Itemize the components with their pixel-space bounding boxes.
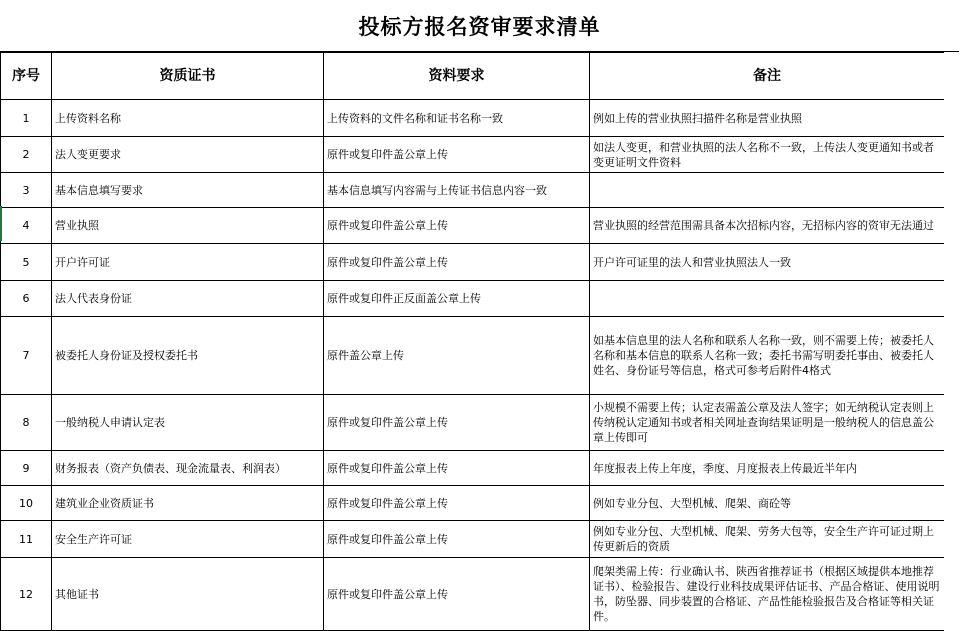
- cell-req[interactable]: 原件盖公章上传: [324, 317, 590, 395]
- cell-seq[interactable]: 1: [1, 100, 52, 137]
- cell-note[interactable]: 例如上传的营业执照扫描件名称是营业执照: [590, 100, 945, 137]
- cell-seq[interactable]: 3: [1, 173, 52, 208]
- table-row: [1, 137, 945, 173]
- cell-note[interactable]: [590, 173, 945, 208]
- cell-cert[interactable]: 一般纳税人申请认定表: [52, 395, 324, 451]
- cell-req[interactable]: 原件或复印件盖公章上传: [324, 451, 590, 486]
- table-row: [1, 173, 945, 208]
- cell-seq[interactable]: 11: [1, 521, 52, 558]
- row-selection-marker: [0, 206, 2, 241]
- cell-seq[interactable]: 4: [1, 208, 52, 244]
- header-cert[interactable]: 资质证书: [52, 53, 324, 100]
- cell-note[interactable]: 小规模不需要上传；认定表需盖公章及法人签字；如无纳税认定表则上传纳税认定通知书或者相关网址查询结果证明是一般纳税人的信息盖公章上传即可: [590, 395, 945, 451]
- cell-req[interactable]: 基本信息填写内容需与上传证书信息内容一致: [324, 173, 590, 208]
- cell-note[interactable]: 如基本信息里的法人名称和联系人名称一致，则不需要上传；被委托人名称和基本信息的联系人名称一致；委托书需写明委托事由、被委托人姓名、身份证号等信息，格式可参考后附件4格式: [590, 317, 945, 395]
- cell-req[interactable]: 原件或复印件盖公章上传: [324, 395, 590, 451]
- cell-cert[interactable]: 建筑业企业资质证书: [52, 486, 324, 521]
- cell-req[interactable]: 上传资料的文件名称和证书名称一致: [324, 100, 590, 137]
- cell-note[interactable]: [590, 281, 945, 317]
- header-note[interactable]: 备注: [590, 53, 945, 100]
- cell-req[interactable]: 原件或复印件盖公章上传: [324, 208, 590, 244]
- cell-req[interactable]: 原件或复印件盖公章上传: [324, 244, 590, 281]
- table-row: [1, 100, 945, 137]
- sheet-right-margin: [944, 52, 960, 631]
- cell-cert[interactable]: 财务报表（资产负债表、现金流量表、利润表）: [52, 451, 324, 486]
- cell-cert[interactable]: 开户许可证: [52, 244, 324, 281]
- cell-req[interactable]: 原件或复印件正反面盖公章上传: [324, 281, 590, 317]
- cell-cert[interactable]: 法人变更要求: [52, 137, 324, 173]
- cell-cert[interactable]: 其他证书: [52, 558, 324, 631]
- cell-cert[interactable]: 上传资料名称: [52, 100, 324, 137]
- table-row: [1, 558, 945, 631]
- table-row: [1, 395, 945, 451]
- cell-cert[interactable]: 基本信息填写要求: [52, 173, 324, 208]
- cell-req[interactable]: 原件或复印件盖公章上传: [324, 521, 590, 558]
- header-row: [1, 53, 945, 100]
- cell-seq[interactable]: 6: [1, 281, 52, 317]
- cell-cert[interactable]: 法人代表身份证: [52, 281, 324, 317]
- cell-cert[interactable]: 营业执照: [52, 208, 324, 244]
- header-req[interactable]: 资料要求: [324, 53, 590, 100]
- cell-cert[interactable]: 被委托人身份证及授权委托书: [52, 317, 324, 395]
- cell-note[interactable]: 例如专业分包、大型机械、爬架、劳务大包等，安全生产许可证过期上传更新后的资质: [590, 521, 945, 558]
- cell-seq[interactable]: 8: [1, 395, 52, 451]
- table-row: [1, 244, 945, 281]
- cell-seq[interactable]: 9: [1, 451, 52, 486]
- cell-note[interactable]: 如法人变更，和营业执照的法人名称不一致，上传法人变更通知书或者变更证明文件资料: [590, 137, 945, 173]
- cell-note[interactable]: 开户许可证里的法人和营业执照法人一致: [590, 244, 945, 281]
- cell-seq[interactable]: 5: [1, 244, 52, 281]
- table-row: [1, 451, 945, 486]
- table-row: [1, 281, 945, 317]
- cell-note[interactable]: 爬架类需上传：行业确认书、陕西省推荐证书（根据区域提供本地推荐证书）、检验报告、建设行业科技成果评估证书、产品合格证、使用说明书，防坠器、同步装置的合格证、产品性能检验报告及合格证等相关证件。: [590, 558, 945, 631]
- header-seq[interactable]: 序号: [1, 53, 52, 100]
- requirements-table: [0, 52, 945, 631]
- cell-note[interactable]: 营业执照的经营范围需具备本次招标内容，无招标内容的资审无法通过: [590, 208, 945, 244]
- cell-note[interactable]: 年度报表上传上年度，季度、月度报表上传最近半年内: [590, 451, 945, 486]
- cell-req[interactable]: 原件或复印件盖公章上传: [324, 558, 590, 631]
- cell-seq[interactable]: 12: [1, 558, 52, 631]
- cell-cert[interactable]: 安全生产许可证: [52, 521, 324, 558]
- table-row: [1, 317, 945, 395]
- table-row: [1, 486, 945, 521]
- table-row: [1, 208, 945, 244]
- sheet-title: 投标方报名资审要求清单: [358, 13, 601, 39]
- cell-seq[interactable]: 7: [1, 317, 52, 395]
- table-row: [1, 521, 945, 558]
- cell-req[interactable]: 原件或复印件盖公章上传: [324, 137, 590, 173]
- cell-req[interactable]: 原件或复印件盖公章上传: [324, 486, 590, 521]
- cell-seq[interactable]: 2: [1, 137, 52, 173]
- cell-seq[interactable]: 10: [1, 486, 52, 521]
- title-row: [0, 0, 959, 52]
- cell-note[interactable]: 例如专业分包、大型机械、爬架、商砼等: [590, 486, 945, 521]
